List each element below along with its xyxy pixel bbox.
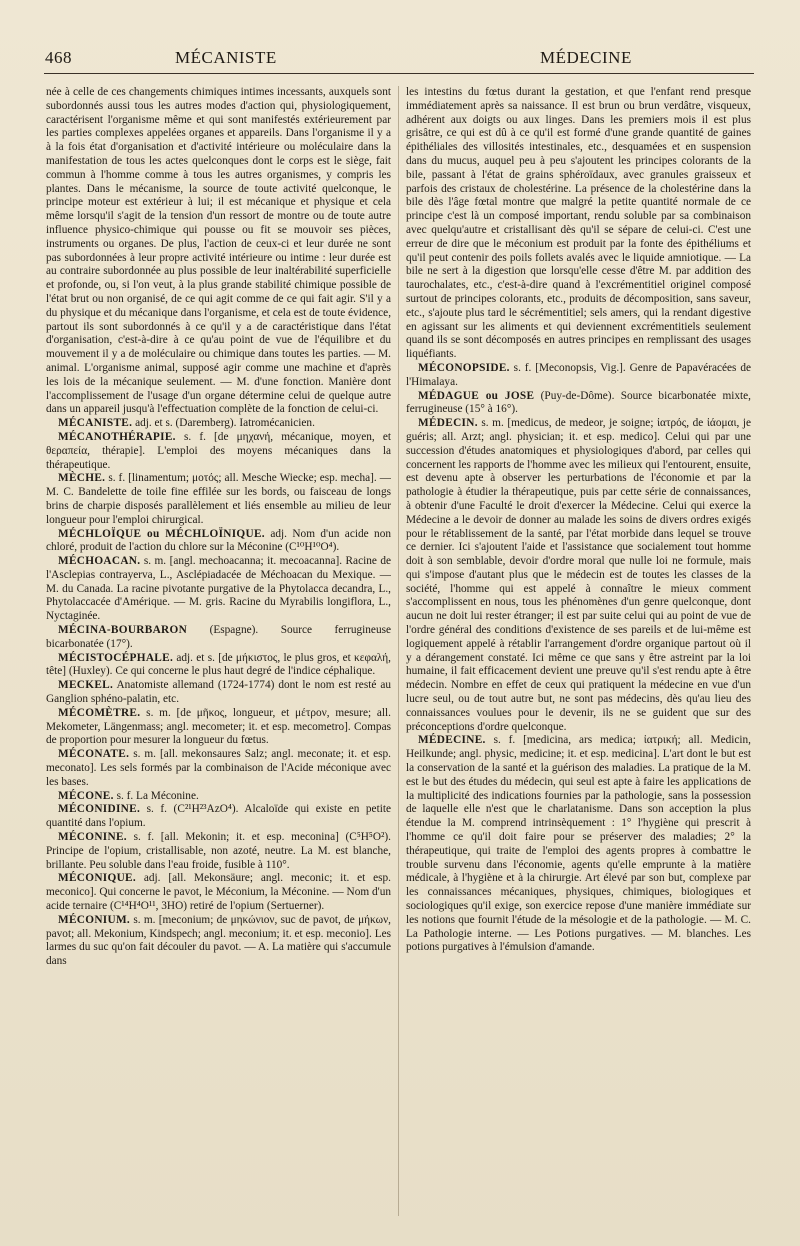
entry-text: s. m. [medicus, de medeor, je soigne; ἰατρός, de ἰάομαι, je guéris; all. Arzt; angl. physician; it. et esp. medico]. Celui qui par une succession d'études anatomiques et physiologiques d'abord, par celles qui concernent les rapports de l'homme avec les milieux qui l'entourent, ensuite, est devenu apte à observer les perturbations de l'économie et par la pathologie à étudier la thérapeutique, puis par cette série de connaissances, à obtenir d'une Faculté le droit d'exercer la Médecine. Celui qui exerce la Médecine a le devoir de donner au malade les soins de divers ordres exigés pour le rétablissement de la santé, par l'état morbide dans lequel se trouve ce dernier. Ici s'ajoutent l'aide et l'assistance que socialement tout homme doit à son semblable, devoir d'ordre moral que nulle loi ne formule, mais qui s'impose d'autant plus que le médecin est de toutes les classes de la société, l'homme qui est appelé à connaître le mieux comment s'accomplissent en nous, tous les phénomènes d'un genre quelconque, dont aucun ne doit lui rester étranger; il est par suite celui qui au point de vue de l'ordre général des conditions d'existence de ses pareils et de lui-même est logiquement appelé à rétablir l'arrangement d'ordre organique partout où il y a dérangement constaté. Ici même ce que sans y être astreint par la loi humaine, il fait efficacement devient une preuve qu'il s'est rendu apte à être médecin. Nombre en effet de ceux qui pratiquent la médecine en vue d'un lucre seul, ou de tout autre but, ne sont pas médecins, dès qu'au lieu des connaissances voulues pour le devenir, ils ne se guident que sur des préconceptions d'ordre quelconque. bbox=[406, 417, 751, 733]
dictionary-entry bbox=[46, 417, 391, 431]
dictionary-entry bbox=[46, 790, 391, 804]
dictionary-entry bbox=[406, 417, 751, 734]
entry-text: s. m. [angl. mechoacanna; it. mecoacanna]. Racine de l'Asclepias contrayerva, L., Asclépiadacée de Méchoacan du Mexique. — M. du Canada. La racine pivotante purgative de la Phytolacca decandra, L., Phytolaccacée d'Amérique. — M. gris. Racine du Myrabilis longiflora, L., Nyctaginée. bbox=[46, 555, 391, 623]
header-rule bbox=[44, 73, 754, 74]
entry-text: s. f. [de μηχανή, mécanique, moyen, et θεραπεία, thérapie]. L'emploi des moyens mécaniques dans la thérapeutique. bbox=[46, 430, 391, 471]
entry-headword: MÉCONE. bbox=[58, 789, 114, 802]
entry-text: s. f. [linamentum; μοτός; all. Mesche Wiecke; esp. mecha]. — M. C. Bandelette de toile fine effilée sur les bords, ou faisceau de longs brins de charpie disposés parallèlement et liés ensemble au milieu de leur longueur pour l'emploi chirurgical. bbox=[46, 472, 391, 526]
entry-text: (Puy-de-Dôme). Source bicarbonatée mixte, ferrugineuse (15° à 16°). bbox=[406, 389, 751, 416]
entry-text: s. f. La Méconine. bbox=[116, 789, 199, 802]
entry-headword: MÉCINA-BOURBARON bbox=[58, 624, 188, 637]
entry-text: s. m. [all. mekonsaures Salz; angl. meconate; it. et esp. meconato]. Les sels formés par la combinaison de l'Acide méconique avec les bases. bbox=[46, 748, 391, 788]
entry-headword: MÉCONIDINE. bbox=[58, 803, 141, 816]
dictionary-entry bbox=[46, 652, 391, 680]
entry-headword: MÉCHOACAN. bbox=[58, 555, 141, 568]
entry-text: Anatomiste allemand (1724-1774) dont le nom est resté au Ganglion sphéno-palatin, etc. bbox=[46, 679, 391, 706]
entry-headword: MÉCONIUM. bbox=[58, 913, 131, 926]
dictionary-entry bbox=[406, 362, 751, 390]
dictionary-entry bbox=[46, 803, 391, 831]
entry-headword: MÉDECIN. bbox=[418, 417, 478, 430]
entry-text: s. f. (C²¹H²³AzO⁴). Alcaloïde qui existe en petite quantité dans l'opium. bbox=[46, 803, 391, 830]
entry-headword: MÉCONOPSIDE. bbox=[418, 361, 510, 374]
entry-text: adj. et s. (Daremberg). Iatromécanicien. bbox=[135, 417, 315, 430]
entry-text: les intestins du fœtus durant la gestation, et que l'enfant rend presque immédiatement après sa naissance. Il est brun ou brun verdâtre, visqueux, adhérent aux doigts ou aux linges. Dans les premiers mois il est plus grisâtre, ce qui est dû à ce qu'il est formé d'une grande quantité de gaines épithéliales des villosités intestinales, etc., desquamées et en suspension dans du mucus, auquel peu à peu s'ajoutent les principes colorants de la bile, passant à l'état de grains sphéroïdaux, avec granules graisseux et parfois des cristaux de cholestérine. La présence de la cholestérine dans la bile dès l'âge fœtal montre que malgré la petite quantité normale de ce principe c'est là un composé important, rendu soluble par sa combinaison avec quelqu'autre et cristallisant dès qu'il se sépare de celui-ci. C'est une erreur de dire que le méconium est produit par la fonte des épithéliums et qu'il peut contenir des poils follets avalés avec le liquide amniotique. — La bile ne sert à la digestion que lorsqu'elle cesse d'être M. par addition des taurochalates, etc., c'est-à-dire quand à l'excrémentitiel originel composé surtout de principes colorants, etc., produits de décomposition, sans saveur, etc., s'ajoute plus tard le sécrémentitiel; sels amers, qui la rendant digestive en agissant sur les aliments et qui deviennent excrémentitiels seulement quand ils se sont décomposés en autres principes en remplissant des usages liquéfiants. bbox=[406, 86, 751, 361]
entry-text: adj. [all. Mekonsäure; angl. meconic; it. et esp. meconico]. Qui concerne le pavot, le Méconium, la Méconine. — Nom d'un acide ternaire (C¹⁴H⁴O¹¹, 3HO) retiré de l'opium (Sertuerner). bbox=[46, 872, 391, 913]
entry-text: née à celle de ces changements chimiques intimes incessants, auxquels sont subordonnés aussi tous les autres modes d'action qui, physiologiquement, caractérisent l'organisme même et qui sont manifestés extérieurement par les parties complexes appelées organes et appareils. Dans l'organisme il y a à la fois état d'organisation et d'activité intérieure ou moléculaire dans la manifestation de tous les actes quelconques dont le corps est le siège, fait commun à l'homme comme à tous les autres organismes, y compris les plantes. Dans le mécanisme, la source de toute activité quelconque, le principe moteur est extérieur à lui; il est mécanique et physique et cela même lorsqu'il s'agit de la tension d'un ressort de montre ou de toute autre influence physico-chimique qui pousse ou fit se mouvoir ses pièces, instruments ou organes. De plus, l'action de ceux-ci et leur durée ne sont pas subordonnées à leur propre activité intérieure ou intime : leur durée est au contraire subordonnée au plus possible de leur inaltérabilité superficielle et profonde, ou, si l'on veut, à la plus grande stabilité chimique possible de l'état brut ou non organisé, de ce qui agit comme de ce qui fait agir. S'il y a du physique et du mécanique dans l'organisme, et cela est de toute évidence, partout ils sont subordonnés à ce qu'il y a de caractéristique dans l'état d'organisation, c'est-à-dire à ce qu'au point de vue de l'équilibre et du mouvement il y a de moléculaire ou chimique dans toutes les parties. — M. animal. L'organisme animal, supposé agir comme une machine et d'après les lois de la mécanique seulement. — M. d'une fonction. Manière dont l'accomplissement de l'usage d'un organe détermine celui de quelque autre dans un appareil jusqu'à l'effectuation complète de la fonction de celui-ci. bbox=[46, 86, 391, 416]
column-right bbox=[406, 86, 751, 1216]
entry-text: adj. Nom d'un acide non chloré, produit de l'action du chlore sur la Méconine (C¹⁰H¹⁰O⁴). bbox=[46, 527, 391, 554]
dictionary-entry bbox=[46, 86, 391, 417]
dictionary-entry bbox=[46, 914, 391, 969]
running-head-left: MÉCANISTE bbox=[175, 48, 277, 67]
entry-text: s. m. [de μῆκος, longueur, et μέτρον, mesure; all. Mekometer, Längenmass; angl. mecometer; it. et esp. mecometro]. Compas de proportion pour mesurer la longueur du fœtus. bbox=[46, 706, 391, 747]
dictionary-entry bbox=[46, 624, 391, 652]
entry-text: s. f. [Meconopsis, Vig.]. Genre de Papavéracées de l'Himalaya. bbox=[406, 361, 751, 388]
entry-text: s. f. [all. Mekonin; it. et esp. meconina] (C⁵H⁵O²). Principe de l'opium, cristallisable, non azoté, neutre. La M. est blanche, brillante. Peu soluble dans l'eau froide, fusible à 110°. bbox=[46, 831, 391, 871]
entry-text: adj. et s. [de μήκιστος, le plus gros, et κεφαλή, tête] (Huxley). Ce qui concerne le plus haut degré de l'indice céphalique. bbox=[46, 651, 391, 678]
dictionary-entry bbox=[406, 86, 751, 362]
dictionary-entry bbox=[46, 748, 391, 789]
entry-headword: MÉCISTOCÉPHALE. bbox=[58, 651, 174, 664]
entry-headword: MÉCONIQUE. bbox=[58, 872, 137, 885]
dictionary-entry bbox=[46, 707, 391, 748]
entry-headword: MÉCONATE. bbox=[58, 748, 130, 761]
entry-headword: MÉCOMÈTRE. bbox=[58, 706, 141, 719]
running-head-right: MÉDECINE bbox=[540, 48, 632, 67]
column-left bbox=[46, 86, 391, 1216]
dictionary-entry bbox=[46, 555, 391, 624]
entry-headword: MÉCONINE. bbox=[58, 831, 127, 844]
page-number: 468 bbox=[45, 48, 72, 67]
entry-text: (Espagne). Source ferrugineuse bicarbonatée (17°). bbox=[46, 624, 391, 650]
dictionary-entry bbox=[46, 528, 391, 556]
entry-headword: MÉCHLOÏQUE ou MÉCHLOÏNIQUE. bbox=[58, 527, 265, 540]
entry-headword: MÉDAGUE ou JOSE bbox=[418, 389, 535, 402]
dictionary-entry bbox=[46, 679, 391, 707]
dictionary-entry bbox=[46, 872, 391, 913]
dictionary-entry bbox=[46, 431, 391, 472]
dictionary-entry bbox=[46, 472, 391, 527]
dictionary-entry bbox=[406, 390, 751, 418]
entry-headword: MECKEL. bbox=[58, 679, 114, 692]
entry-headword: MÉCANISTE. bbox=[58, 417, 133, 430]
dictionary-entry bbox=[406, 734, 751, 955]
entry-headword: MÈCHE. bbox=[58, 472, 106, 485]
entry-text: s. m. [meconium; de μηκώνιον, suc de pavot, de μήκων, pavot; all. Mekonium, Kindspech; angl. meconium; it. et esp. meconio]. Les larmes du suc qu'on fait découler du pavot. — A. La matière qui s'accumule dans bbox=[46, 913, 391, 968]
dictionary-entry bbox=[46, 831, 391, 872]
page-header bbox=[0, 48, 800, 72]
column-divider bbox=[398, 86, 399, 1216]
entry-headword: MÉCANOTHÉRAPIE. bbox=[58, 430, 176, 443]
entry-headword: MÉDECINE. bbox=[418, 734, 486, 747]
entry-text: s. f. [medicina, ars medica; ἰατρική; all. Medicin, Heilkunde; angl. physic, medicine; it. et esp. medicina]. L'art dont le but est la conservation de la santé et la guérison des maladies. La pratique de la M. est le but des études du médecin, qui seul est apte à faire les applications de la multiplicité des indications fournies par la pathologie, sans la possession de laquelle elle n'est que le charlatanisme. Dans son acception la plus étendue la M. comprend intrinsèquement : 1° l'hygiène qui prescrit à l'homme ce qu'il doit faire pour se préserver des maladies; 2° la thérapeutique, qui traite de l'emploi des agents propres à combattre le trouble survenu dans l'économie, agents qu'elle emprunte à la matière médicale, à l'hygiène et à la chirurgie. Art élevé par son but, complexe par les connaissances mécaniques, physiques, chimiques, biologiques et sociologiques qu'il exige, son exercice repose d'une manière immédiate sur les notions que fournit l'étude de la mésologie et de la pathologie. — M. C. La Pathologie interne. — Les Potions purgatives. — M. blanches. Les potions purgatives à l'émulsion d'amande. bbox=[406, 734, 751, 954]
